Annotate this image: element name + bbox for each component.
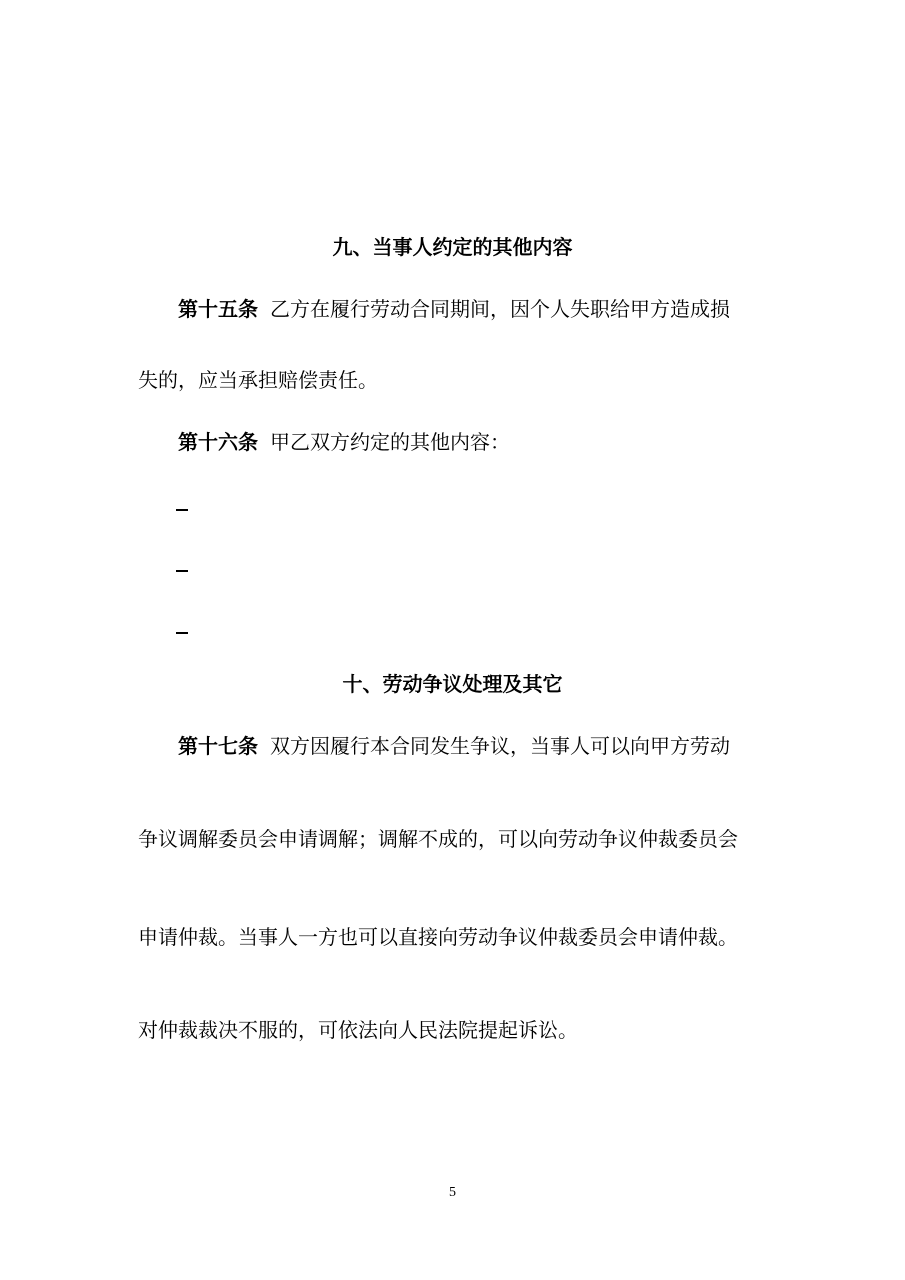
blank-line-3	[176, 632, 188, 634]
page-number: 5	[449, 1185, 456, 1200]
section-9-heading: 九、当事人约定的其他内容	[332, 235, 573, 259]
article-17-line-3: 申请仲裁。当事人一方也可以直接向劳动争议仲裁委员会申请仲裁。	[138, 925, 738, 949]
blank-line-2	[176, 570, 188, 572]
article-17-line-4: 对仲裁裁决不服的，可依法向人民法院提起诉讼。	[138, 1018, 578, 1042]
blank-line-1	[176, 509, 188, 511]
article-15-text: 乙方在履行劳动合同期间，因个人失职给甲方造成损	[270, 297, 730, 321]
article-15-label: 第十五条	[178, 297, 258, 321]
article-17-line-1	[178, 732, 730, 760]
section-10-heading: 十、劳动争议处理及其它	[342, 672, 563, 696]
article-17-line-2: 争议调解委员会申请调解；调解不成的，可以向劳动争议仲裁委员会	[138, 827, 738, 851]
article-15-line-2: 失的，应当承担赔偿责任。	[138, 368, 378, 392]
article-16-line	[178, 428, 510, 456]
article-17-text: 双方因履行本合同发生争议，当事人可以向甲方劳动	[270, 734, 730, 758]
article-17-label: 第十七条	[178, 734, 258, 758]
article-16-text: 甲乙双方约定的其他内容：	[270, 430, 510, 454]
article-15-line-1	[178, 295, 730, 323]
article-16-label: 第十六条	[178, 430, 258, 454]
